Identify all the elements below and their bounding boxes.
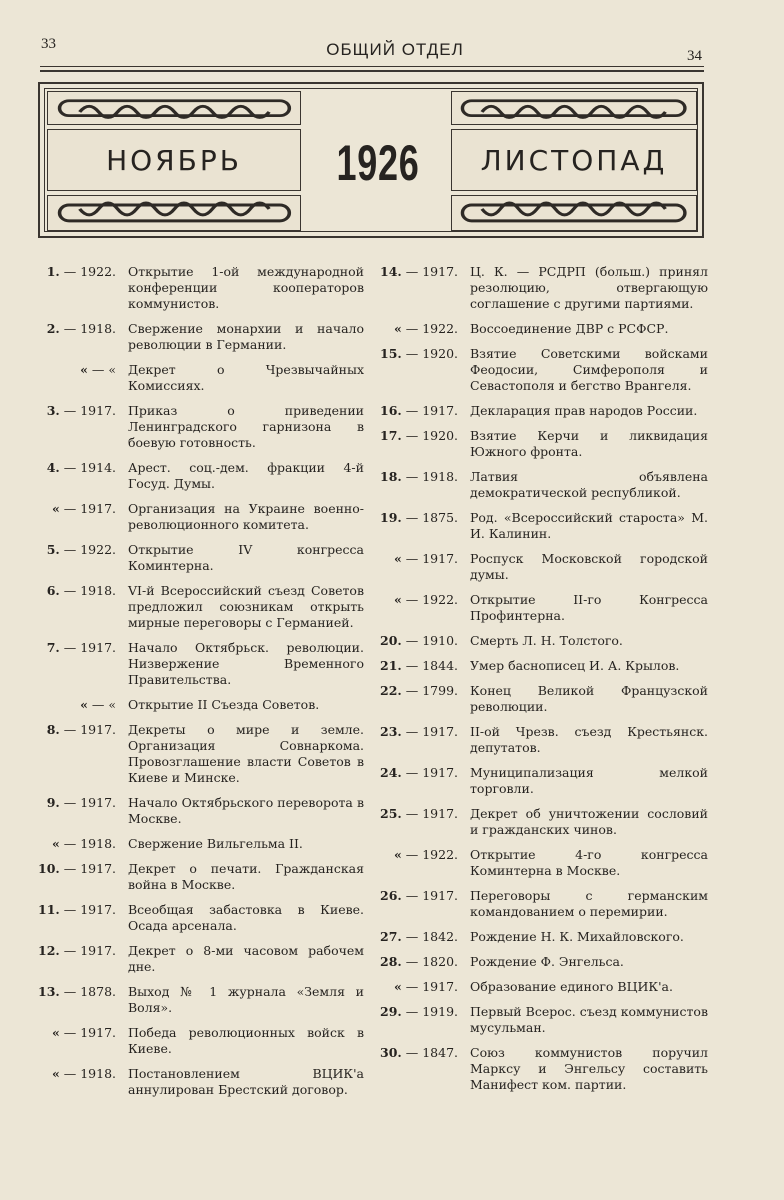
entry-day: 25. (380, 806, 402, 821)
entry-text: Декреты о мире и земле. Организация Совнаркома. Провозглашение власти Советов в Киеве и Минске. (128, 722, 364, 785)
entry-text: Выход № 1 журнала «Земля и Воля». (128, 984, 364, 1015)
entry-date (366, 551, 470, 583)
entry-day: 5. (46, 542, 60, 557)
entry-date (366, 724, 470, 756)
entry-text: Первый Всерос. съезд коммунистов мусульман. (470, 1004, 708, 1035)
entry-year: — 1918. (63, 583, 116, 598)
entry-date (24, 501, 128, 533)
entry-day: 21. (380, 658, 402, 673)
ornament-bottom-left (47, 195, 301, 231)
calendar-entry (366, 321, 708, 337)
entry-text: Открытие II Съезда Советов. (128, 697, 320, 712)
entry-text: Открытие IV конгресса Коминтерна. (128, 542, 364, 573)
ornament-scroll-icon (56, 201, 293, 225)
entry-date (366, 428, 470, 460)
entries-right-column (366, 264, 708, 1102)
entry-date (366, 847, 470, 879)
entry-text: Открытие 1-ой международной конференции кооператоров коммунистов. (128, 264, 364, 311)
calendar-entry (24, 836, 364, 852)
entry-day: 9. (46, 795, 60, 810)
calendar-entry (366, 264, 708, 312)
month-ukrainian: ЛИСТОПАД (451, 129, 697, 191)
entry-text: Роспуск Московской городской думы. (470, 551, 708, 582)
entry-year: — 1917. (63, 403, 116, 418)
calendar-entry (24, 640, 364, 688)
entry-date (366, 1004, 470, 1036)
section-title: ОБЩИЙ ОТДЕЛ (326, 40, 464, 59)
page-number-left: 33 (41, 36, 56, 52)
entry-year: — 1844. (405, 658, 458, 673)
calendar-entry (24, 697, 364, 713)
entry-date (24, 403, 128, 451)
entry-year: — 1917. (63, 943, 116, 958)
entry-day: 16. (380, 403, 402, 418)
calendar-entry (24, 542, 364, 574)
entry-date (24, 321, 128, 353)
entry-day: « (393, 592, 402, 607)
entry-year: — 1878. (63, 984, 116, 999)
entry-date (24, 1066, 128, 1098)
calendar-entry (24, 460, 364, 492)
entry-year: — 1842. (405, 929, 458, 944)
entry-year: — 1922. (63, 542, 116, 557)
entry-date (24, 861, 128, 893)
ornament-top-left (47, 91, 301, 125)
calendar-entry (366, 469, 708, 501)
calendar-entry (366, 765, 708, 797)
entry-date (366, 929, 470, 945)
entry-text: Открытие II-го Конгресса Профинтерна. (470, 592, 708, 623)
entry-day: 11. (38, 902, 60, 917)
entry-day: « (80, 362, 88, 377)
entry-day: 12. (38, 943, 60, 958)
entry-text: Муниципализация мелкой торговли. (470, 765, 708, 796)
entry-date (366, 469, 470, 501)
entry-text: Арест. соц.-дем. фракции 4-й Госуд. Думы. (128, 460, 364, 491)
entry-day: 23. (380, 724, 402, 739)
entry-text: Начало Октябрьского переворота в Москве. (128, 795, 364, 826)
entry-text: Взятие Советскими войсками Феодосии, Симферополя и Севастополя и бегство Врангеля. (470, 346, 708, 393)
entry-text: Род. «Всероссийский староста» М. И. Калинин. (470, 510, 708, 541)
entry-date (24, 902, 128, 934)
entry-day: « (393, 321, 402, 336)
month-russian: НОЯБРЬ (47, 129, 301, 191)
entry-date (366, 765, 470, 797)
entry-date (366, 633, 470, 649)
entry-day: 30. (380, 1045, 402, 1060)
calendar-entry (24, 362, 364, 394)
header-rule (40, 66, 704, 67)
entry-day: 22. (380, 683, 402, 698)
entry-year: — 1917. (405, 765, 458, 780)
entry-day: 7. (46, 640, 60, 655)
entry-year: — 1920. (405, 346, 458, 361)
entry-year: — 1910. (405, 633, 458, 648)
entry-year: — 1917. (405, 264, 458, 279)
entry-day: 8. (46, 722, 60, 737)
calendar-entry (366, 1004, 708, 1036)
entry-text: Конец Великой Французской революции. (470, 683, 708, 714)
entry-text: Латвия объявлена демократической республикой. (470, 469, 708, 500)
entry-text: Декрет об уничтожении сословий и гражданских чинов. (470, 806, 708, 837)
entry-year: — 1918. (63, 1066, 116, 1081)
entry-text: Умер баснописец И. А. Крылов. (470, 658, 680, 673)
entry-day: « (80, 697, 88, 712)
entry-day: 15. (380, 346, 402, 361)
entry-day: « (393, 979, 402, 994)
calendar-entry (24, 501, 364, 533)
entry-date (366, 403, 470, 419)
entry-day: 13. (38, 984, 60, 999)
entry-day: 14. (380, 264, 402, 279)
entry-date (366, 683, 470, 715)
ornament-bottom-right (451, 195, 697, 231)
entry-text: Смерть Л. Н. Толстого. (470, 633, 623, 648)
ornament-scroll-icon (56, 97, 293, 119)
entry-text: Свержение Вильгельма II. (128, 836, 303, 851)
entry-date (24, 362, 128, 394)
ornament-top-right (451, 91, 697, 125)
entry-date (24, 984, 128, 1016)
calendar-entry (24, 902, 364, 934)
entry-year: — 1875. (405, 510, 458, 525)
entry-year: — 1917. (405, 806, 458, 821)
calendar-entry (366, 683, 708, 715)
entry-day: 29. (380, 1004, 402, 1019)
calendar-entry (366, 979, 708, 995)
entry-day: 27. (380, 929, 402, 944)
year-title: 1926 (336, 135, 420, 191)
entry-year: — 1918. (63, 836, 116, 851)
entry-year: — 1917. (63, 902, 116, 917)
entry-year: — 1917. (63, 861, 116, 876)
entry-text: Декрет о печати. Гражданская война в Москве. (128, 861, 364, 892)
calendar-entry (24, 403, 364, 451)
entry-text: Победа революционных войск в Киеве. (128, 1025, 364, 1056)
entry-year: — 1919. (405, 1004, 458, 1019)
entry-year: — 1917. (63, 795, 116, 810)
entry-day: 6. (46, 583, 60, 598)
entry-text: Рождение Ф. Энгельса. (470, 954, 624, 969)
ornament-scroll-icon (459, 97, 688, 119)
calendar-entry (366, 658, 708, 674)
entry-year: — 1917. (63, 501, 116, 516)
entry-day: 18. (380, 469, 402, 484)
entry-year: — 1920. (405, 428, 458, 443)
entry-text: Образование единого ВЦИК'а. (470, 979, 673, 994)
calendar-entry (24, 264, 364, 312)
calendar-entry (24, 1066, 364, 1098)
ornament-scroll-icon (459, 201, 688, 225)
entry-year: — 1917. (405, 724, 458, 739)
entry-year: — 1917. (405, 403, 458, 418)
entry-year: — 1917. (405, 888, 458, 903)
entry-text: Союз коммунистов поручил Марксу и Энгельсу составить Манифест ком. партии. (470, 1045, 708, 1092)
entry-year: — 1917. (405, 979, 458, 994)
calendar-entry (24, 795, 364, 827)
calendar-entry (366, 403, 708, 419)
calendar-entry (366, 954, 708, 970)
entry-date (366, 806, 470, 838)
month-header-inner (44, 88, 698, 232)
entry-text: Приказ о приведении Ленинградского гарнизона в боевую готовность. (128, 403, 364, 450)
calendar-entry (366, 551, 708, 583)
entry-year: — 1914. (63, 460, 116, 475)
calendar-entry (366, 888, 708, 920)
entry-text: Начало Октябрьск. революции. Низвержение Временного Правительства. (128, 640, 364, 687)
entry-date (24, 542, 128, 574)
entry-date (24, 583, 128, 631)
entry-date (24, 460, 128, 492)
entry-date (24, 264, 128, 312)
entry-year: — 1922. (405, 847, 458, 862)
entry-date (24, 722, 128, 786)
entry-date (366, 510, 470, 542)
entry-text: Декрет о Чрезвычайных Комиссиях. (128, 362, 364, 393)
entry-date (366, 888, 470, 920)
entry-text: Открытие 4-го конгресса Коминтерна в Москве. (470, 847, 708, 878)
entry-day: 19. (380, 510, 402, 525)
entry-date (24, 640, 128, 688)
entry-date (366, 321, 470, 337)
calendar-entry (24, 583, 364, 631)
calendar-entry (366, 510, 708, 542)
entry-text: Воссоединение ДВР с РСФСР. (470, 321, 669, 336)
entry-day: « (51, 501, 60, 516)
entry-day: 24. (380, 765, 402, 780)
entry-text: Организация на Украине военно-революционного комитета. (128, 501, 364, 532)
entry-date (24, 943, 128, 975)
month-header (38, 82, 704, 238)
entry-year: — 1917. (63, 722, 116, 737)
entry-date (24, 1025, 128, 1057)
entry-day: « (393, 847, 402, 862)
entry-text: VI-й Всероссийский съезд Советов предложил союзникам открыть мирные переговоры с Германией. (128, 583, 364, 630)
entry-date (366, 592, 470, 624)
entry-year: — 1799. (405, 683, 458, 698)
entry-date (366, 658, 470, 674)
entry-date (24, 795, 128, 827)
entry-day: « (51, 1025, 60, 1040)
entry-text: Рождение Н. К. Михайловского. (470, 929, 684, 944)
entry-date (24, 697, 128, 713)
calendar-entry (366, 428, 708, 460)
entry-date (366, 264, 470, 312)
entry-text: Декрет о 8-ми часовом рабочем дне. (128, 943, 364, 974)
calendar-entry (366, 929, 708, 945)
entry-day: 4. (46, 460, 60, 475)
entry-text: II-ой Чрезв. съезд Крестьянск. депутатов. (470, 724, 708, 755)
entry-day: 1. (46, 264, 60, 279)
calendar-entry (24, 321, 364, 353)
entry-date (366, 954, 470, 970)
calendar-entry (366, 847, 708, 879)
entry-year: — 1922. (405, 592, 458, 607)
entries-left-column (24, 264, 364, 1107)
entry-year: — 1922. (63, 264, 116, 279)
calendar-entry (366, 346, 708, 394)
entry-text: Постановлением ВЦИК'а аннулирован Брестский договор. (128, 1066, 364, 1097)
calendar-entry (24, 722, 364, 786)
calendar-entry (366, 592, 708, 624)
calendar-entry (24, 943, 364, 975)
entry-year: — 1917. (63, 640, 116, 655)
calendar-entry (24, 984, 364, 1016)
entry-text: Декларация прав народов России. (470, 403, 698, 418)
entry-day: 3. (46, 403, 60, 418)
calendar-entry (366, 633, 708, 649)
entry-day: 10. (38, 861, 60, 876)
entry-text: Взятие Керчи и ликвидация Южного фронта. (470, 428, 708, 459)
entry-year: — 1922. (405, 321, 458, 336)
entry-year: — 1918. (63, 321, 116, 336)
entry-text: Ц. К. — РСДРП (больш.) принял резолюцию, отвергающую соглашение с другими партиями. (470, 264, 708, 311)
entry-text: Переговоры с германским командованием о перемирии. (470, 888, 708, 919)
entry-text: Всеобщая забастовка в Киеве. Осада арсенала. (128, 902, 364, 933)
entry-year: — 1918. (405, 469, 458, 484)
entry-year: — « (91, 362, 116, 377)
entry-year: — 1917. (63, 1025, 116, 1040)
calendar-entry (24, 1025, 364, 1057)
entry-day: 2. (46, 321, 60, 336)
entry-day: 20. (380, 633, 402, 648)
entry-day: 17. (380, 428, 402, 443)
entry-year: — « (91, 697, 116, 712)
entry-day: « (51, 1066, 60, 1081)
calendar-entry (24, 861, 364, 893)
entry-day: 26. (380, 888, 402, 903)
entry-year: — 1917. (405, 551, 458, 566)
entry-date (366, 346, 470, 394)
entry-year: — 1847. (405, 1045, 458, 1060)
entry-year: — 1820. (405, 954, 458, 969)
calendar-entry (366, 724, 708, 756)
page-number-right: 34 (687, 48, 702, 64)
entry-date (24, 836, 128, 852)
entry-day: « (393, 551, 402, 566)
entry-date (366, 979, 470, 995)
entry-day: « (51, 836, 60, 851)
entry-date (366, 1045, 470, 1093)
header-rule-thick (40, 70, 704, 72)
entry-text: Свержение монархии и начало революции в Германии. (128, 321, 364, 352)
calendar-entry (366, 1045, 708, 1093)
calendar-entry (366, 806, 708, 838)
entry-day: 28. (380, 954, 402, 969)
